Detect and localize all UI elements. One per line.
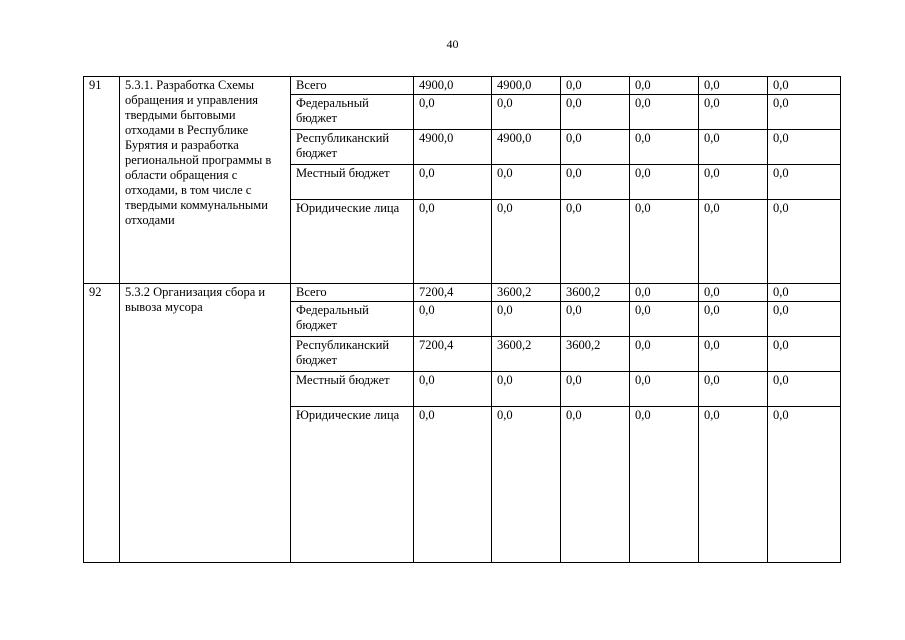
value-cell: 0,0 [768, 372, 841, 407]
budget-table [83, 76, 841, 563]
value-cell: 3600,2 [492, 337, 561, 372]
value-cell: 4900,0 [414, 130, 492, 165]
value-cell: 4900,0 [492, 130, 561, 165]
funding-source: Всего [291, 77, 414, 95]
value-cell: 0,0 [414, 200, 492, 284]
value-cell: 0,0 [630, 407, 699, 563]
value-cell: 0,0 [699, 165, 768, 200]
value-cell: 0,0 [630, 302, 699, 337]
funding-source: Федеральный бюджет [291, 302, 414, 337]
value-cell: 0,0 [561, 372, 630, 407]
value-cell: 7200,4 [414, 337, 492, 372]
value-cell: 0,0 [561, 302, 630, 337]
value-cell: 0,0 [630, 130, 699, 165]
funding-source: Всего [291, 284, 414, 302]
value-cell: 0,0 [630, 165, 699, 200]
value-cell: 0,0 [561, 407, 630, 563]
value-cell: 0,0 [561, 200, 630, 284]
value-cell: 4900,0 [414, 77, 492, 95]
value-cell: 0,0 [768, 130, 841, 165]
value-cell: 0,0 [699, 372, 768, 407]
value-cell: 0,0 [768, 77, 841, 95]
value-cell: 0,0 [699, 302, 768, 337]
funding-source: Федеральный бюджет [291, 95, 414, 130]
value-cell: 0,0 [561, 95, 630, 130]
value-cell: 0,0 [492, 165, 561, 200]
value-cell: 0,0 [561, 130, 630, 165]
funding-source: Республиканский бюджет [291, 130, 414, 165]
value-cell: 0,0 [630, 372, 699, 407]
value-cell: 0,0 [492, 95, 561, 130]
value-cell: 0,0 [492, 372, 561, 407]
value-cell: 0,0 [414, 372, 492, 407]
value-cell: 0,0 [630, 337, 699, 372]
funding-source: Юридические лица [291, 407, 414, 563]
value-cell: 7200,4 [414, 284, 492, 302]
value-cell: 0,0 [699, 407, 768, 563]
value-cell: 0,0 [768, 302, 841, 337]
value-cell: 0,0 [768, 284, 841, 302]
funding-source: Местный бюджет [291, 372, 414, 407]
table-row [84, 284, 841, 302]
value-cell: 0,0 [414, 165, 492, 200]
value-cell: 0,0 [630, 200, 699, 284]
funding-source: Юридические лица [291, 200, 414, 284]
value-cell: 0,0 [768, 165, 841, 200]
value-cell: 0,0 [414, 95, 492, 130]
row-number: 92 [84, 284, 120, 563]
table-row [84, 77, 841, 95]
value-cell: 3600,2 [492, 284, 561, 302]
value-cell: 0,0 [630, 77, 699, 95]
value-cell: 0,0 [561, 77, 630, 95]
value-cell: 3600,2 [561, 284, 630, 302]
value-cell: 0,0 [768, 407, 841, 563]
value-cell: 0,0 [699, 77, 768, 95]
value-cell: 0,0 [414, 302, 492, 337]
value-cell: 0,0 [492, 200, 561, 284]
activity-title: 5.3.2 Организация сбора и вывоза мусора [120, 284, 291, 563]
value-cell: 0,0 [699, 200, 768, 284]
activity-title: 5.3.1. Разработка Схемы обращения и управления твердыми бытовыми отходами в Республике Бурятия и разработка региональной программы в области обращения с отходами, в том числе с твердыми коммунальными отходами [120, 77, 291, 284]
row-number: 91 [84, 77, 120, 284]
value-cell: 0,0 [492, 302, 561, 337]
value-cell: 0,0 [492, 407, 561, 563]
value-cell: 0,0 [699, 337, 768, 372]
value-cell: 0,0 [699, 284, 768, 302]
funding-source: Республиканский бюджет [291, 337, 414, 372]
funding-source: Местный бюджет [291, 165, 414, 200]
value-cell: 0,0 [561, 165, 630, 200]
value-cell: 4900,0 [492, 77, 561, 95]
value-cell: 0,0 [768, 337, 841, 372]
value-cell: 0,0 [699, 95, 768, 130]
value-cell: 0,0 [414, 407, 492, 563]
value-cell: 0,0 [630, 95, 699, 130]
value-cell: 0,0 [768, 200, 841, 284]
value-cell: 0,0 [630, 284, 699, 302]
value-cell: 0,0 [699, 130, 768, 165]
page-number: 40 [446, 37, 459, 51]
value-cell: 3600,2 [561, 337, 630, 372]
value-cell: 0,0 [768, 95, 841, 130]
